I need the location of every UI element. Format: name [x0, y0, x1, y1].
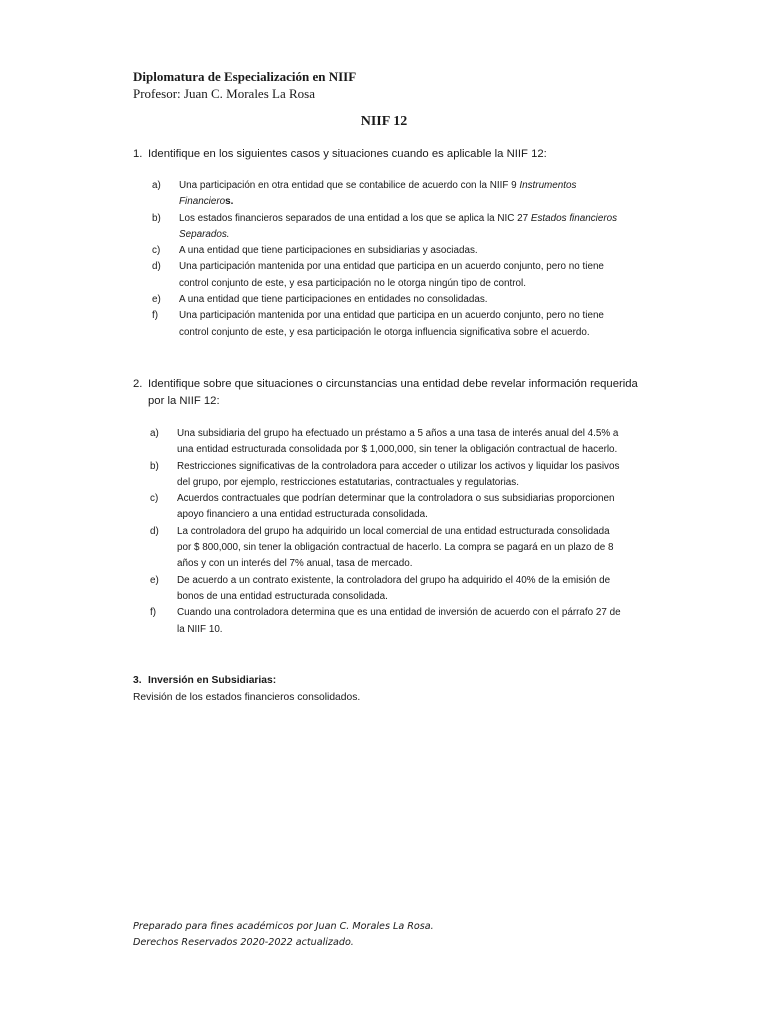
section-heading-text: Inversión en Subsidiarias:	[148, 675, 277, 686]
item-text-italic: Financiero	[179, 196, 226, 208]
list-item	[150, 524, 680, 573]
question-2	[133, 376, 693, 410]
question-text-block	[148, 376, 638, 409]
list-item	[152, 211, 672, 244]
item-text: De acuerdo a un contrato existente, la controladora del grupo ha adquirido el 40% de la emisión de	[177, 574, 611, 586]
question-number: 1.	[133, 148, 143, 160]
item-text: control conjunto de este, y esa participación no le otorga ningún tipo de control.	[179, 277, 526, 289]
item-text: Una participación en otra entidad que se contabilice de acuerdo con la NIIF 9	[179, 180, 520, 191]
item-text-italic: Estados financieros	[530, 212, 618, 224]
item-letter: c)	[152, 245, 161, 257]
item-text-italic: Instrumentos	[519, 180, 577, 191]
item-text: Una subsidiaria del grupo ha efectuado un préstamo a 5 años a una tasa de interés anual del 4.5% a	[177, 428, 619, 439]
item-text: Restricciones significativas de la controladora para acceder o utilizar los activos y liquidar los pasivos	[177, 460, 620, 472]
page-footer	[133, 919, 434, 951]
item-text: Una participación mantenida por una entidad que participa en un acuerdo conjunto, pero no tiene	[179, 310, 604, 322]
list-item	[150, 426, 680, 459]
item-text: Una participación mantenida por una entidad que participa en un acuerdo conjunto, pero no tiene	[179, 261, 604, 273]
item-letter: b)	[150, 460, 159, 472]
item-text: apoyo financiero a una entidad estructurada consolidada.	[177, 509, 428, 521]
item-letter: d)	[152, 261, 161, 273]
professor-line: Profesor: Juan C. Morales La Rosa	[133, 86, 315, 101]
item-text: por $ 800,000, sin tener la obligación contractual de hacerlo. La compra se pagará en un plazo de 8	[177, 542, 614, 554]
section-number: 3.	[133, 675, 142, 686]
item-text: A una entidad que tiene participaciones en entidades no consolidadas.	[179, 294, 488, 306]
item-letter: e)	[152, 294, 161, 306]
section-text: Revisión de los estados financieros consolidados.	[133, 691, 361, 703]
list-item	[152, 292, 672, 308]
item-text: A una entidad que tiene participaciones en subsidiarias y asociadas.	[179, 245, 478, 257]
list-item	[152, 243, 672, 259]
question-text: Identifique sobre que situaciones o circunstancias una entidad debe revelar información requerida	[148, 378, 638, 390]
list-item	[150, 491, 680, 524]
item-text-italic: Separados.	[179, 228, 230, 240]
list-item	[150, 459, 680, 492]
item-letter: d)	[150, 525, 159, 537]
question-text: Identifique en los siguientes casos y situaciones cuando es aplicable la NIIF 12:	[148, 148, 547, 160]
question-1-items	[152, 178, 672, 341]
footer-line: Derechos Reservados 2020-2022 actualizado.	[133, 937, 354, 948]
item-text: La controladora del grupo ha adquirido un local comercial de una entidad estructurada consolidada	[177, 525, 610, 537]
item-text: años y con un interés del 7% anual, tasa de mercado.	[177, 558, 413, 570]
item-text: bonos de una entidad estructurada consolidada.	[177, 590, 388, 602]
item-text: s.	[225, 196, 234, 208]
list-item	[152, 308, 672, 341]
item-text: una entidad estructurada consolidada por $ 1,000,000, sin tener la obligación contractual de hacerlo.	[177, 444, 618, 456]
section-heading	[133, 673, 360, 690]
question-text: por la NIIF 12:	[148, 394, 220, 407]
list-item	[150, 605, 680, 638]
item-letter: a)	[150, 428, 159, 439]
item-text: del grupo, por ejemplo, restricciones estatutarias, contractuales y regulatorias.	[177, 476, 519, 488]
list-item	[152, 178, 672, 211]
question-number: 2.	[133, 378, 143, 390]
item-text: Acuerdos contractuales que podrían determinar que la controladora o sus subsidiarias proporcionen	[177, 493, 615, 505]
list-item	[150, 573, 680, 606]
item-letter: e)	[150, 574, 159, 586]
item-text: control conjunto de este, y esa participación le otorga influencia significativa sobre el acuerdo.	[179, 326, 590, 338]
item-letter: b)	[152, 212, 161, 224]
item-letter: a)	[152, 180, 161, 191]
item-text: Cuando una controladora determina que es una entidad de inversión de acuerdo con el párrafo 27 de	[177, 607, 621, 619]
course-title: Diplomatura de Especialización en NIIF	[133, 69, 357, 84]
item-text: Los estados financieros separados de una entidad a los que se aplica la NIC 27	[179, 212, 531, 224]
document-header	[133, 68, 356, 102]
item-text: la NIIF 10.	[177, 623, 223, 635]
item-letter: f)	[150, 607, 157, 619]
list-item	[152, 259, 672, 292]
section-3	[133, 673, 360, 706]
footer-line: Preparado para fines académicos por Juan C. Morales La Rosa.	[133, 921, 434, 932]
item-letter: c)	[150, 493, 159, 505]
item-letter: f)	[152, 310, 159, 322]
question-2-items	[150, 426, 680, 638]
page-title: NIIF 12	[360, 114, 408, 129]
